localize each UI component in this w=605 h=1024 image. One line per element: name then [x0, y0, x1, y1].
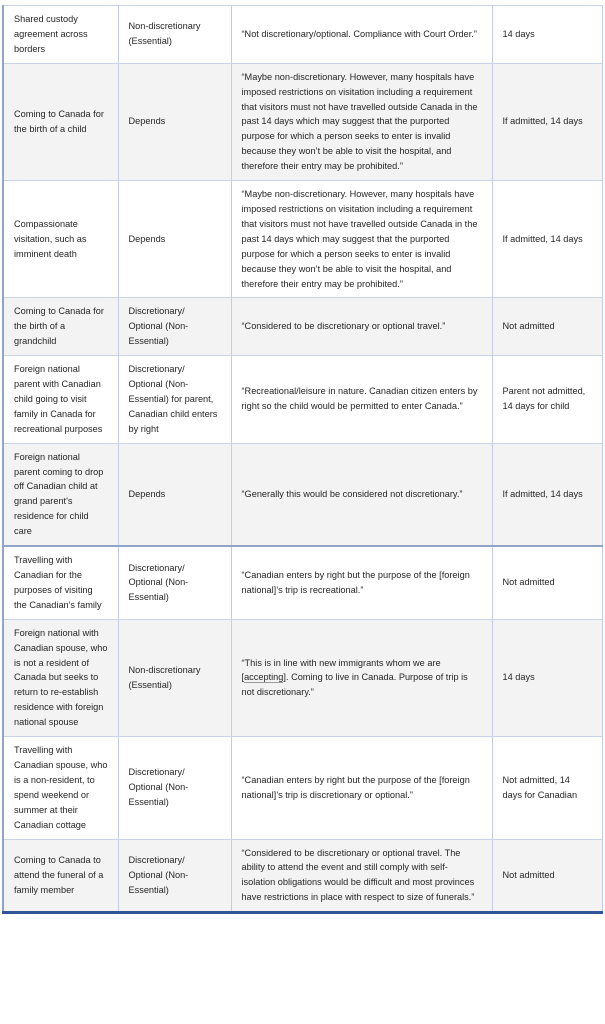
cell-scenario: Coming to Canada for the birth of a grandchild: [3, 298, 118, 356]
comment-spellcheck-term: accepting: [244, 672, 284, 683]
cell-outcome: 14 days: [492, 6, 602, 64]
cell-scenario: Foreign national parent with Canadian child going to visit family in Canada for recreational purposes: [3, 356, 118, 444]
cell-category: Discretionary/ Optional (Non- Essential) for parent, Canadian child enters by right: [118, 356, 231, 444]
cell-outcome: Not admitted: [492, 839, 602, 913]
cell-scenario: Foreign national with Canadian spouse, who is not a resident of Canada but seeks to return to re-establish residence with foreign national spouse: [3, 619, 118, 736]
table-row: [3, 546, 602, 619]
cell-comment: “Considered to be discretionary or optional travel.”: [231, 298, 492, 356]
cell-scenario: Shared custody agreement across borders: [3, 6, 118, 64]
cell-category: Discretionary/ Optional (Non- Essential): [118, 839, 231, 913]
cell-comment: “Canadian enters by right but the purpose of the [foreign national]’s trip is recreational.”: [231, 546, 492, 619]
cell-scenario: Coming to Canada for the birth of a child: [3, 63, 118, 180]
cell-comment: “Considered to be discretionary or optional travel. The ability to attend the event and still comply with self-isolation obligations would be difficult and most provinces have restrictions in place with respect to size of funerals.”: [231, 839, 492, 913]
table-row: [3, 619, 602, 736]
cell-scenario: Foreign national parent coming to drop off Canadian child at grand parent's residence for child care: [3, 443, 118, 546]
cell-comment: “Generally this would be considered not discretionary.”: [231, 443, 492, 546]
table-row: [3, 443, 602, 546]
cell-outcome: Not admitted: [492, 546, 602, 619]
cell-scenario: Travelling with Canadian spouse, who is a non-resident, to spend weekend or summer at their Canadian cottage: [3, 737, 118, 839]
cell-comment: “Recreational/leisure in nature. Canadian citizen enters by right so the child would be permitted to enter Canada.”: [231, 356, 492, 444]
cell-category: Discretionary/ Optional (Non- Essential): [118, 546, 231, 619]
cell-comment: “Canadian enters by right but the purpose of the [foreign national]’s trip is discretionary or optional.”: [231, 737, 492, 839]
cell-comment: [231, 619, 492, 736]
table-row: [3, 298, 602, 356]
cell-outcome: Parent not admitted, 14 days for child: [492, 356, 602, 444]
cell-scenario: Coming to Canada to attend the funeral of a family member: [3, 839, 118, 913]
table-row: [3, 6, 602, 64]
table-body: [3, 6, 602, 913]
cell-category: Non-discretionary (Essential): [118, 619, 231, 736]
cell-scenario: Compassionate visitation, such as imminent death: [3, 181, 118, 298]
comment-text-before: “This is in line with new immigrants whom we are [: [241, 657, 441, 683]
table-row: [3, 181, 602, 298]
cell-category: Discretionary/ Optional (Non- Essential): [118, 737, 231, 839]
comment-text-after: ]. Coming to live in Canada. Purpose of trip is not discretionary.”: [241, 672, 468, 698]
cell-category: Depends: [118, 443, 231, 546]
cell-category: Discretionary/ Optional (Non- Essential): [118, 298, 231, 356]
cell-outcome: If admitted, 14 days: [492, 63, 602, 180]
cell-comment: “Maybe non-discretionary. However, many hospitals have imposed restrictions on visitation including a requirement that visitors must not have travelled outside Canada in the past 14 days which may suggest that the purported purpose for which a person seeks to enter is invalid because they won’t be able to visit the hospital, and therefore their entry may be prohibited.”: [231, 63, 492, 180]
cell-outcome: 14 days: [492, 619, 602, 736]
cell-outcome: If admitted, 14 days: [492, 181, 602, 298]
cell-outcome: Not admitted, 14 days for Canadian: [492, 737, 602, 839]
cell-category: Depends: [118, 63, 231, 180]
table-row: [3, 737, 602, 839]
cell-comment: “Maybe non-discretionary. However, many hospitals have imposed restrictions on visitation including a requirement that visitors must not have travelled outside Canada in the past 14 days which may suggest that the purported purpose for which a person seeks to enter is invalid because they won’t be able to visit the hospital, and therefore their entry may be prohibited.”: [231, 181, 492, 298]
table-row: [3, 356, 602, 444]
cell-category: Depends: [118, 181, 231, 298]
table-row: [3, 839, 602, 913]
travel-discretionary-table: [2, 5, 603, 914]
cell-scenario: Travelling with Canadian for the purposes of visiting the Canadian's family: [3, 546, 118, 619]
cell-outcome: Not admitted: [492, 298, 602, 356]
cell-comment: “Not discretionary/optional. Compliance with Court Order.”: [231, 6, 492, 64]
cell-outcome: If admitted, 14 days: [492, 443, 602, 546]
table-row: [3, 63, 602, 180]
cell-category: Non-discretionary (Essential): [118, 6, 231, 64]
